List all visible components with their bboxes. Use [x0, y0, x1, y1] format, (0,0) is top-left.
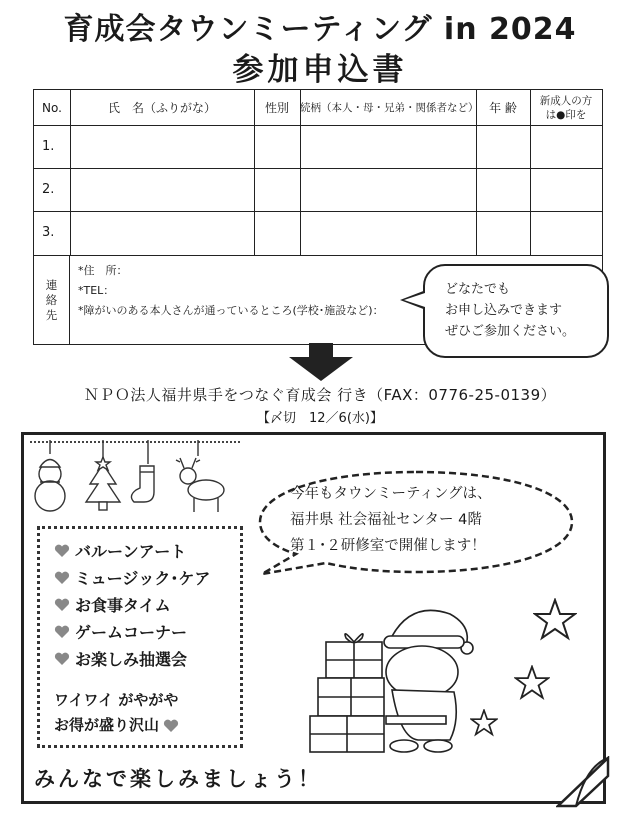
- fax-destination: ＮＰＯ法人福井県手をつなぐ育成会 行き（FAX：0776-25-0139）: [83, 386, 557, 404]
- venue-text: 今年もタウンミーティングは、 福井県 社会福祉センター 4階 第１･２研修室で開催します！: [290, 486, 492, 554]
- heart-icon: [54, 544, 70, 558]
- header-relation: 続柄（本人・母・兄弟・関係者など）: [300, 102, 479, 114]
- header-new-adult-line1: 新成人の方: [539, 94, 593, 107]
- row-number: 1.: [42, 139, 55, 154]
- heart-icon: [54, 652, 70, 666]
- header-name: 氏 名（ふりがな）: [107, 101, 216, 115]
- title-line-2: 参加申込書: [232, 52, 408, 88]
- star-icon: [514, 665, 550, 701]
- event-item: ゲームコーナー: [54, 618, 240, 645]
- heart-icon: [163, 719, 179, 733]
- header-no: No.: [42, 100, 62, 115]
- down-arrow-icon: [281, 343, 361, 383]
- heart-icon: [54, 598, 70, 612]
- row-number: 3.: [42, 225, 55, 240]
- event-list: [37, 526, 243, 748]
- event-item: ミュージック･ケア: [54, 564, 240, 591]
- header-new-adult: [530, 90, 602, 125]
- header-age: 年 齢: [489, 101, 517, 115]
- heart-icon: [54, 625, 70, 639]
- row-number: 2.: [42, 182, 55, 197]
- contact-address: *住 所：: [78, 264, 128, 277]
- event-item: お食事タイム: [54, 591, 240, 618]
- contact-label: 連 絡 先: [34, 256, 70, 345]
- contact-place: *障がいのある本人さんが通っているところ(学校･施設など)：: [78, 304, 384, 317]
- deadline: 【〆切 12／6(水)】: [257, 411, 383, 426]
- santa-presents-icon: [300, 600, 480, 756]
- event-item: お楽しみ抽選会: [54, 645, 240, 672]
- page-curl-icon: [556, 756, 610, 808]
- star-icon: [470, 709, 498, 737]
- slogan: ワイワイ がやがや お得が盛り沢山: [54, 691, 179, 734]
- title-line-1: 育成会タウンミーティング in 2024: [63, 12, 577, 47]
- notice-bubble: どなたでも お申し込みできます ぜひご参加ください。: [423, 264, 609, 358]
- header-gender: 性別: [264, 101, 289, 115]
- header-new-adult-line2: は●印を: [545, 108, 587, 121]
- bubble-tail-cover: [404, 293, 425, 307]
- event-item: バルーンアート: [54, 537, 240, 564]
- contact-tel: *TEL：: [78, 284, 115, 297]
- star-icon: [533, 598, 577, 642]
- footer-message: みんなで楽しみましょう！: [34, 767, 322, 791]
- heart-icon: [54, 571, 70, 585]
- christmas-ornaments-icon: [28, 440, 238, 520]
